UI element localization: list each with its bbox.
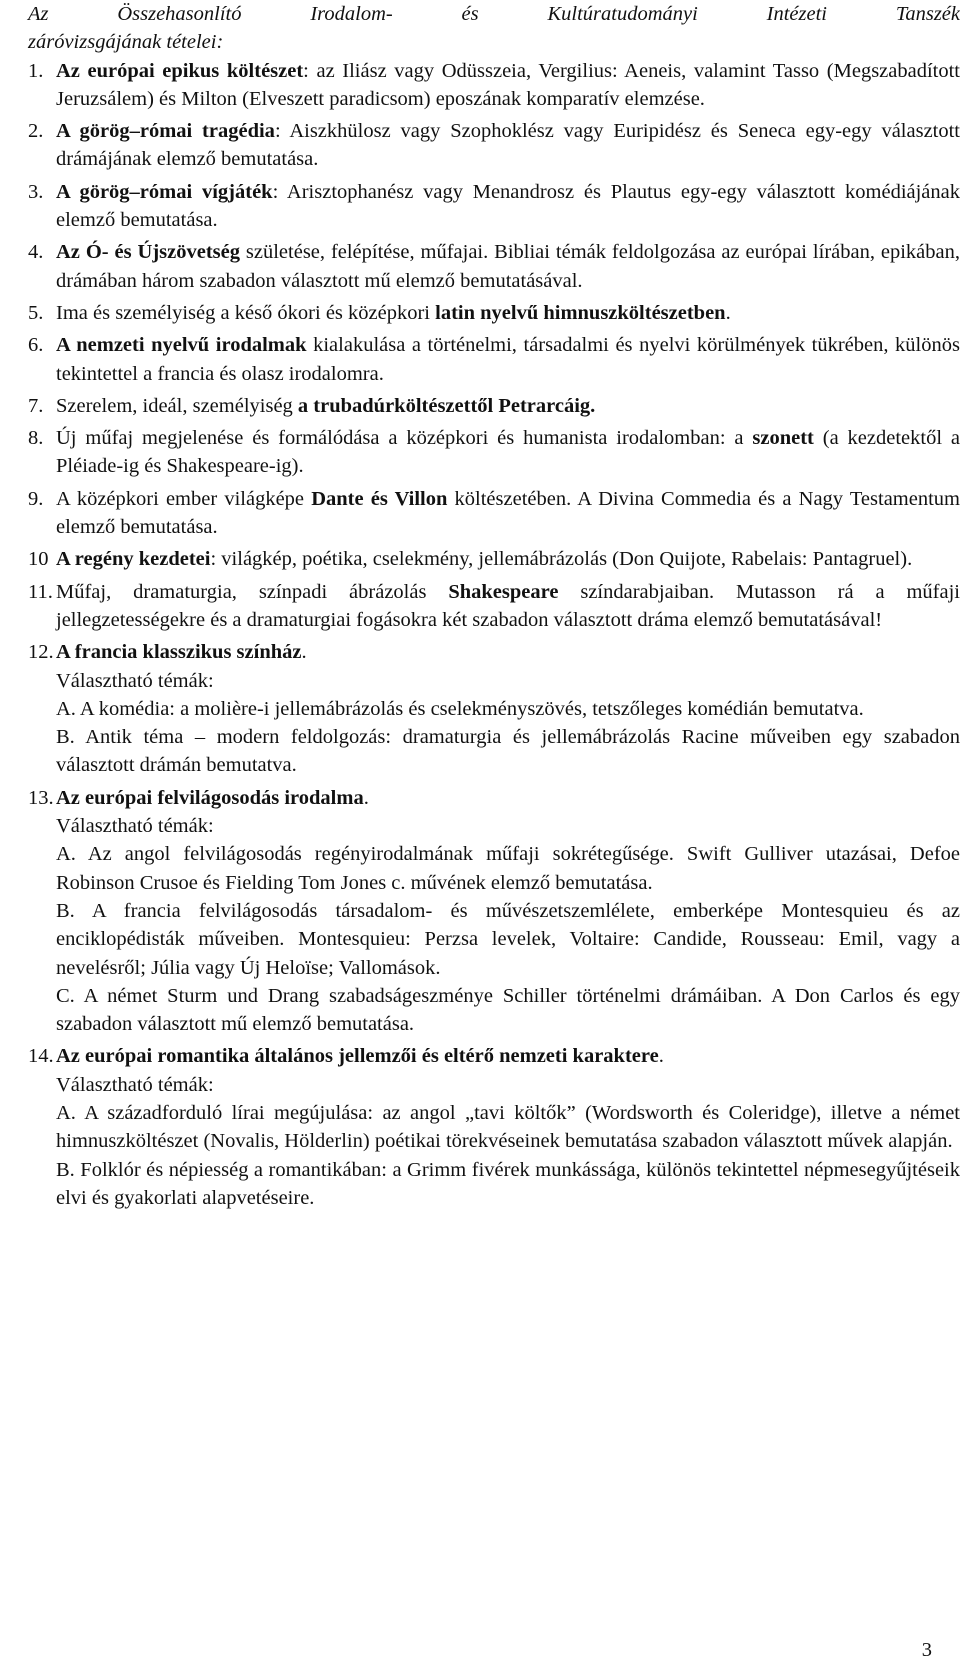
topic-number: 14.	[28, 1045, 54, 1068]
subtopic-b: B. Folklór és népiesség a romantikában: a Grimm fivérek munkássága, különös tekintettel népmesegyűjtéseik elvi és gyakorlati alapvetéseire.	[56, 1158, 960, 1209]
topic-item-2	[28, 117, 960, 174]
title-line-2: záróvizsgájának tételei:	[28, 31, 224, 54]
topic-text-prefix: Ima és személyiség a késő ókori és középkori	[56, 301, 436, 324]
topic-heading: A nemzeti nyelvű irodalmak	[56, 334, 307, 357]
topic-text: költészetében. A Divina Commedia és a Nagy Testamentum elemző bemutatása.	[56, 487, 960, 539]
topic-heading: Az európai epikus költészet	[56, 59, 304, 82]
topic-heading: A görög–római tragédia	[56, 120, 275, 143]
topic-item-5	[28, 299, 960, 327]
topic-item-1	[28, 57, 960, 114]
topic-number: 6.	[28, 334, 44, 357]
topic-number: 7.	[28, 394, 44, 417]
choose-label: Választható témák:	[56, 669, 214, 692]
topic-item-11	[28, 578, 960, 635]
topic-text: : Arisztophanész vagy Menandrosz és Plautus egy-egy választott komédiájának elemző bemutatása.	[56, 180, 960, 232]
topic-item-7	[28, 392, 960, 420]
topic-text: .	[658, 1045, 664, 1068]
topic-text: : világkép, poétika, cselekmény, jellemábrázolás (Don Quijote, Rabelais: Pantagruel).	[210, 548, 913, 571]
topic-number: 1.	[28, 59, 44, 82]
topic-item-4	[28, 238, 960, 295]
exam-topic-list	[28, 57, 960, 1213]
topic-item-14	[28, 1042, 960, 1212]
page-number: 3	[921, 1639, 932, 1661]
topic-text-prefix: Műfaj, dramaturgia, színpadi ábrázolás	[56, 580, 449, 603]
topic-heading: A francia klasszikus színház	[56, 641, 302, 664]
topic-text-prefix: A középkori ember világképe	[56, 487, 312, 510]
topic-heading: A regény kezdetei	[56, 548, 211, 571]
topic-item-10	[28, 545, 960, 573]
topic-text: : az Iliász vagy Odüsszeia, Vergilius: Aeneis, valamint Tasso (Megszabadított Jeruzsálem) és Milton (Elveszett paradicsom) eposzának komparatív elemzése.	[56, 59, 960, 110]
choose-label: Választható témák:	[56, 1073, 214, 1096]
topic-item-9	[28, 485, 960, 542]
subtopic-b: B. A francia felvilágosodás társadalom- és művészetszemlélete, emberképe Montesquieu és az enciklopédisták műveiben. Montesquieu: Perzsa levelek, Voltaire: Candide, Rousseau: Emil, vagy a nevelésről; Júlia vagy Új Heloïse; Vallomások.	[56, 899, 960, 979]
topic-item-3	[28, 178, 960, 235]
topic-heading: a trubadúrköltészettől Petrarcáig.	[297, 394, 596, 417]
topic-heading: Az európai romantika általános jellemzői és eltérő nemzeti karaktere	[56, 1045, 659, 1068]
topic-number: 2.	[28, 120, 44, 143]
topic-text-prefix: Szerelem, ideál, személyiség	[56, 394, 298, 417]
subtopic-c: C. A német Sturm und Drang szabadságeszménye Schiller történelmi drámáiban. A Don Carlos és egy szabadon választott mű elemző bemutatása.	[56, 984, 960, 1036]
topic-item-13	[28, 784, 960, 1039]
topic-item-8	[28, 424, 960, 481]
topic-text: .	[301, 641, 307, 664]
topic-number: 5.	[28, 301, 44, 324]
topic-number: 9.	[28, 487, 44, 510]
title-line-1: Az Összehasonlító Irodalom- és Kultúratudományi Intézeti Tanszék	[28, 3, 960, 25]
topic-item-12	[28, 638, 960, 779]
topic-number: 10	[28, 548, 49, 571]
topic-heading: Shakespeare	[448, 580, 559, 603]
topic-heading: A görög–római vígjáték	[56, 180, 273, 203]
topic-text: születése, felépítése, műfajai. Bibliai témák feldolgozása az európai lírában, epikában, drámában három szabadon választott mű elemző bemutatásával.	[56, 241, 960, 292]
topic-number: 3.	[28, 180, 44, 203]
topic-text: .	[725, 301, 731, 324]
topic-heading: szonett	[752, 427, 814, 450]
subtopic-a: A. A komédia: a molière-i jellemábrázolás és cselekményszövés, tetszőleges komédián bemutatva.	[56, 697, 864, 720]
topic-number: 13.	[28, 786, 54, 809]
topic-text: kialakulása a történelmi, társadalmi és nyelvi körülmények tükrében, különös tekintettel a francia és olasz irodalomra.	[56, 334, 960, 385]
topic-heading: Az Ó- és Újszövetség	[56, 241, 240, 264]
subtopic-a: A. A századforduló lírai megújulása: az angol „tavi költők” (Wordsworth és Coleridge), illetve a német himnuszköltészet (Novalis, Hölderlin) poétikai törekvéseinek bemutatása szabadon választott művek alapján.	[56, 1101, 960, 1153]
subtopic-b: B. Antik téma – modern feldolgozás: dramaturgia és jellemábrázolás Racine műveiben egy szabadon választott drámán bemutatva.	[56, 726, 960, 777]
topic-text: .	[363, 786, 369, 809]
topic-item-6	[28, 331, 960, 388]
topic-heading: Dante és Villon	[311, 487, 448, 510]
choose-label: Választható témák:	[56, 815, 214, 838]
topic-number: 12.	[28, 641, 54, 664]
document-page	[28, 0, 960, 1216]
topic-text-prefix: Új műfaj megjelenése és formálódása a középkori és humanista irodalomban: a	[56, 427, 753, 450]
topic-number: 11.	[28, 580, 53, 603]
topic-heading: latin nyelvű himnuszköltészetben	[435, 301, 726, 324]
topic-number: 8.	[28, 427, 44, 450]
subtopic-a: A. Az angol felvilágosodás regényirodalmának műfaji sokrétegűsége. Swift Gulliver utazásai, Defoe Robinson Crusoe és Fielding Tom Jones c. művének elemző bemutatása.	[56, 843, 960, 894]
topic-heading: Az európai felvilágosodás irodalma	[56, 786, 364, 809]
document-title	[28, 0, 960, 57]
topic-text: színdarabjaiban. Mutasson rá a műfaji jellegzetességekre és a dramaturgiai fogásokra két szabadon választott dráma elemző bemutatásával!	[56, 580, 960, 631]
topic-text: (a kezdetektől a Pléiade-ig és Shakespeare-ig).	[56, 427, 960, 478]
topic-number: 4.	[28, 241, 44, 264]
topic-text: : Aiszkhülosz vagy Szophoklész vagy Euripidész és Seneca egy-egy választott drámájának elemző bemutatása.	[56, 120, 960, 171]
